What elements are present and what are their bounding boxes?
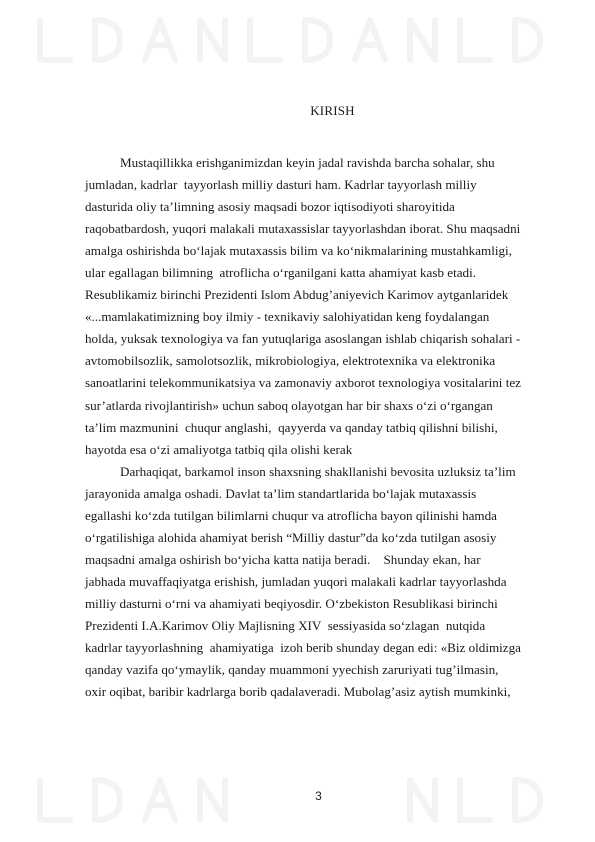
text-line: jabhada muvaffaqiyatga erishish, jumladan yuqori malakali kadrlar tayyorlashda xyxy=(85,573,507,589)
text-line: Mustaqillikka erishganimizdan keyin jadal ravishda barcha sohalar, shu xyxy=(120,155,495,170)
text-line: avtomobilsozlik, samolotsozlik, mikrobiologiya, elektrotexnika va elektronika xyxy=(85,353,496,369)
text-line: ular egallagan bilimning atroflicha o‘rganilgani katta ahamiyat kasb etadi. xyxy=(85,265,476,281)
text-line: kadrlar tayyorlashning ahamiyatiga izoh berib shunday degan edi: «Biz oldimizga xyxy=(85,640,521,656)
text-line: Darhaqiqat, barkamol inson shaxsning shakllanishi bevosita uzluksiz ta’lim xyxy=(120,463,516,479)
text-line: maqsadni amalga oshirish bo‘yicha katta natija beradi. Shunday ekan, har xyxy=(85,551,481,567)
text-line: oxir oqibat, baribir kadrlarga borib qadalaveradi. Mubolag’asiz aytish mumkinki, xyxy=(85,684,511,700)
text-line: «...mamlakatimizning boy ilmiy - texnikaviy salohiyatidan keng foydalangan xyxy=(85,309,490,325)
watermark-letters-top xyxy=(40,20,540,60)
text-line: jarayonida amalga oshadi. Davlat ta’lim standartlarida bo‘lajak mutaxassis xyxy=(85,485,477,501)
document-title: KIRISH xyxy=(310,103,355,118)
text-line: holda, yuksak texnologiya va fan yutuqlariga asoslangan ishlab chiqarish sohalari - xyxy=(85,331,521,347)
text-line: Prezidenti I.A.Karimov Oliy Majlisning XIV sessiyasida so‘zlagan nutqida xyxy=(85,617,486,633)
text-line: qanday vazifa qo‘ymaylik, qanday muammoni yyechish zaruriyati tug’ilmasin, xyxy=(85,662,499,678)
text-line: milliy dasturni o‘rni va ahamiyati beqiyosdir. O‘zbekiston Resublikasi birinchi xyxy=(85,595,498,611)
text-line: sur’atlarda rivojlantirish» uchun saboq olayotgan har bir shaxs o‘zi o‘rgangan xyxy=(85,397,493,413)
page-number: 3 xyxy=(315,789,322,803)
text-line: egallashi ko‘zda tutilgan bilimlarni chuqur va atroflicha bayon qilinishi hamda xyxy=(85,507,497,523)
document-body xyxy=(85,152,555,703)
text-line: Resublikamiz birinchi Prezidenti Islom Abdug’aniyevich Karimov aytganlaridek xyxy=(85,287,509,303)
text-line: ta’lim mazmunini chuqur anglashi, qayyerda va qanday tatbiq qilishni bilishi, xyxy=(85,419,498,435)
text-line: o‘rgatilishiga alohida ahamiyat berish “Milliy dastur”da ko‘zda tutilgan asosiy xyxy=(85,529,497,545)
text-line: jumladan, kadrlar tayyorlash milliy dasturi ham. Kadrlar tayyorlash milliy xyxy=(85,177,477,193)
text-line: raqobatbardosh, yuqori malakali mutaxassislar tayyorlashdan iborat. Shu maqsadni xyxy=(85,221,521,237)
text-line: sanoatlarini telekommunikatsiya va zamonaviy axborot texnologiya vositalarini tez xyxy=(85,375,521,391)
text-line: amalga oshirishda bo‘lajak mutaxassis bilim va ko‘nikmalarining mustahkamligi, xyxy=(85,243,512,259)
text-line: dasturida oliy ta’limning asosiy maqsadi bozor iqtisodiyoti sharoyitida xyxy=(85,199,455,215)
text-line: hayotda esa o‘zi amaliyotga tatbiq qila olishi kerak xyxy=(85,441,353,457)
